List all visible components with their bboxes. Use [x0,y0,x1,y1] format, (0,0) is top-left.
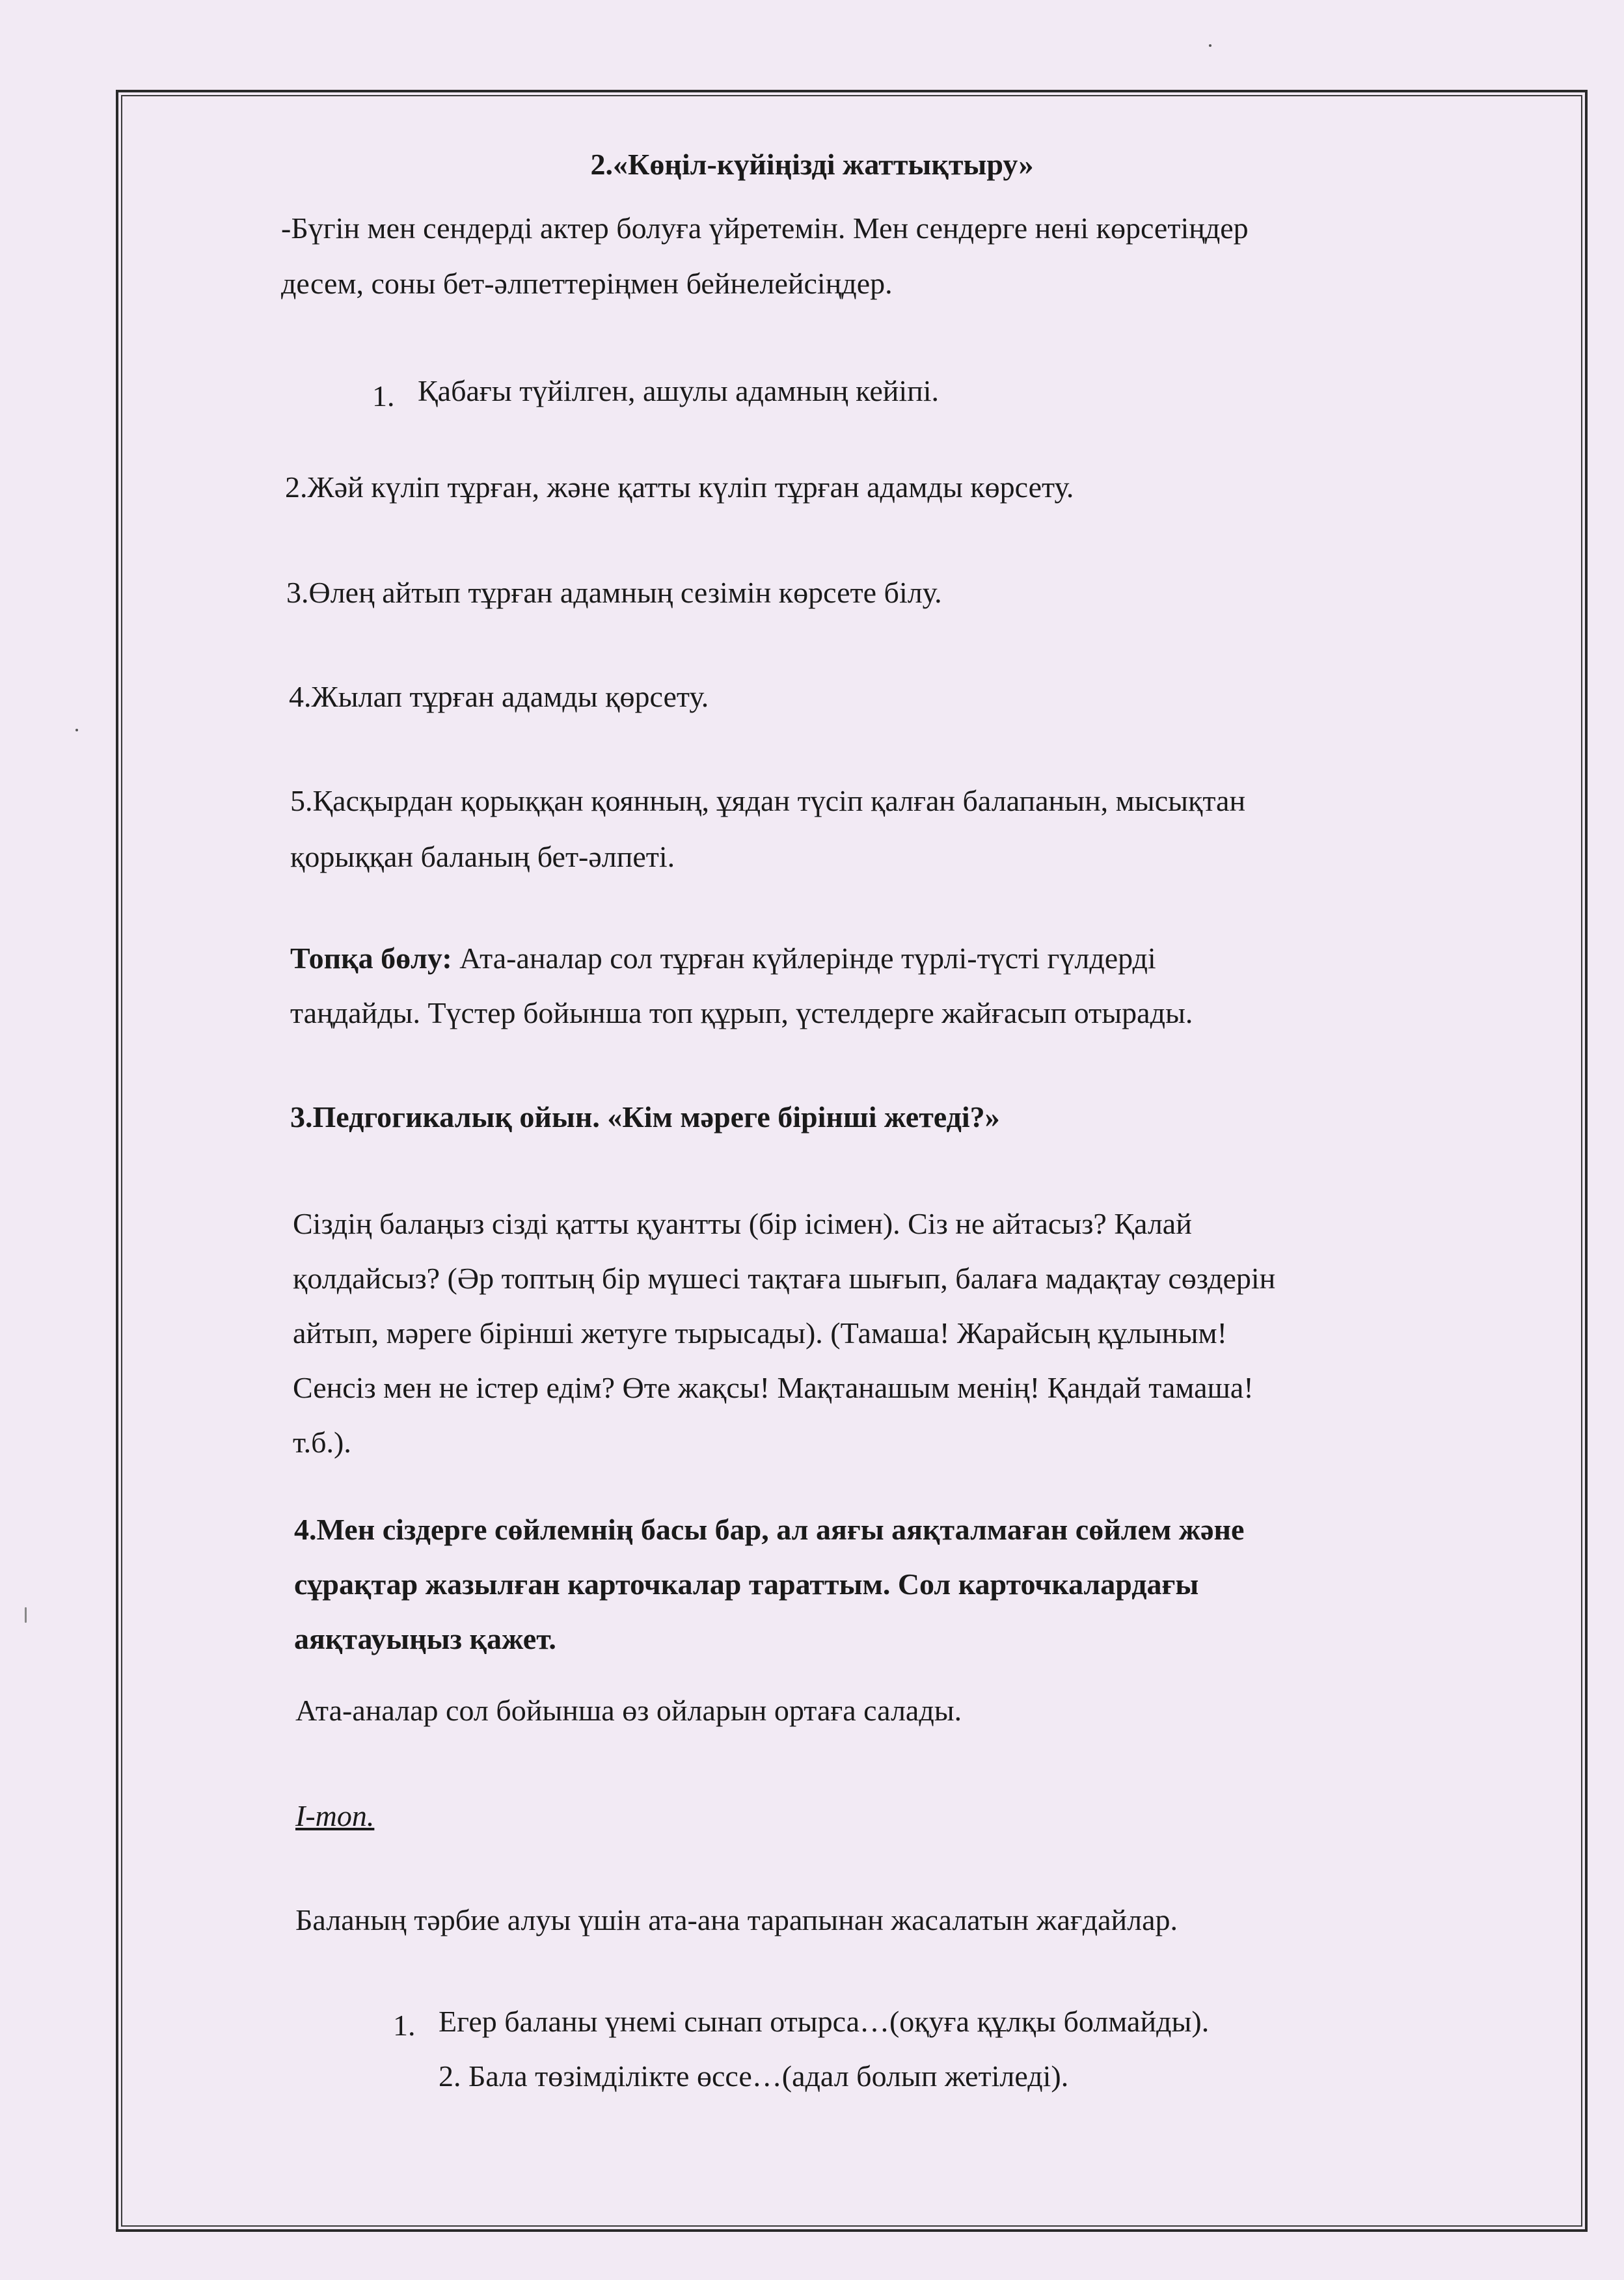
item-2-text: 2. Бала төзімділікте өссе…(адал болып жетіледі). [439,2059,1069,2093]
task5-line-1: 5.Қасқырдан қорыққан қоянның, ұядан түсіп қалған балапанын, мысықтан [290,784,1246,817]
section4-title-line-1: 4.Мен сіздерге сөйлемнің басы бар, ал аяғы аяқталмаған сөйлем және [294,1513,1245,1546]
grouping-text-1: Ата-аналар сол тұрған күйлерінде түрлі-түсті гүлдерді [452,942,1156,975]
section3-line-5: т.б.). [293,1426,351,1459]
section4-title-line-3: аяқтауыңыз қажет. [294,1622,556,1655]
item-1-text: Егер баланы үнемі сынап отырса…(оқуға құлқы болмайды). [439,2005,1210,2038]
item-1-number: 1. [393,2009,416,2042]
intro-line-1: -Бүгін мен сендерді актер болуға үйретемін. Мен сендерге нені көрсетіңдер [281,211,1249,245]
section3-line-4: Сенсіз мен не істер едім? Өте жақсы! Мақтанашым менің! Қандай тамаша! [293,1371,1254,1404]
task1-text: Қабағы түйілген, ашулы адамның кейіпі. [418,374,940,407]
scan-speck [1209,44,1211,47]
section3-line-3: айтып, мәреге бірінші жетуге тырысады). (Тамаша! Жарайсың құлыным! [293,1316,1227,1350]
task2-text: 2.Жәй күліп тұрған, және қатты күліп тұрған адамды көрсету. [285,470,1074,504]
section4-text: Ата-аналар сол бойынша өз ойларын ортаға салады. [295,1694,962,1727]
group-intro: Баланың тәрбие алуы үшін ата-ана тарапынан жасалатын жағдайлар. [295,1903,1178,1936]
section3-line-1: Сіздің балаңыз сізді қатты қуантты (бір ісімен). Сіз не айтасыз? Қалай [293,1207,1192,1240]
task5-line-2: қорыққан баланың бет-әлпеті. [290,840,675,873]
section4-title-line-2: сұрақтар жазылған карточкалар тараттым. Сол карточкалардағы [294,1568,1199,1601]
section3-line-2: қолдайсыз? (Әр топтың бір мүшесі тақтаға шығып, балаға мадақтау сөздерін [293,1262,1276,1295]
group-label: I-топ. [295,1799,375,1832]
scan-mark [25,1607,27,1623]
scan-speck [75,729,78,731]
section3-title: 3.Педгогикалық ойын. «Кім мәреге бірінші жетеді?» [290,1100,1000,1133]
grouping-line-1 [290,943,1156,973]
document-title: 2.«Көңіл-күйіңізді жаттықтыру» [590,148,1034,181]
task1-number: 1. [372,379,395,413]
grouping-line-2: таңдайды. Түстер бойынша топ құрып, үстелдерге жайғасып отырады. [290,996,1193,1029]
task4-text: 4.Жылап тұрған адамды қөрсету. [289,680,709,713]
intro-line-2: десем, соны бет-әлпеттеріңмен бейнелейсіңдер. [281,267,893,300]
grouping-label: Топқа бөлу: [290,942,452,975]
task3-text: 3.Өлең айтып тұрған адамның сезімін көрсете білу. [286,576,942,609]
